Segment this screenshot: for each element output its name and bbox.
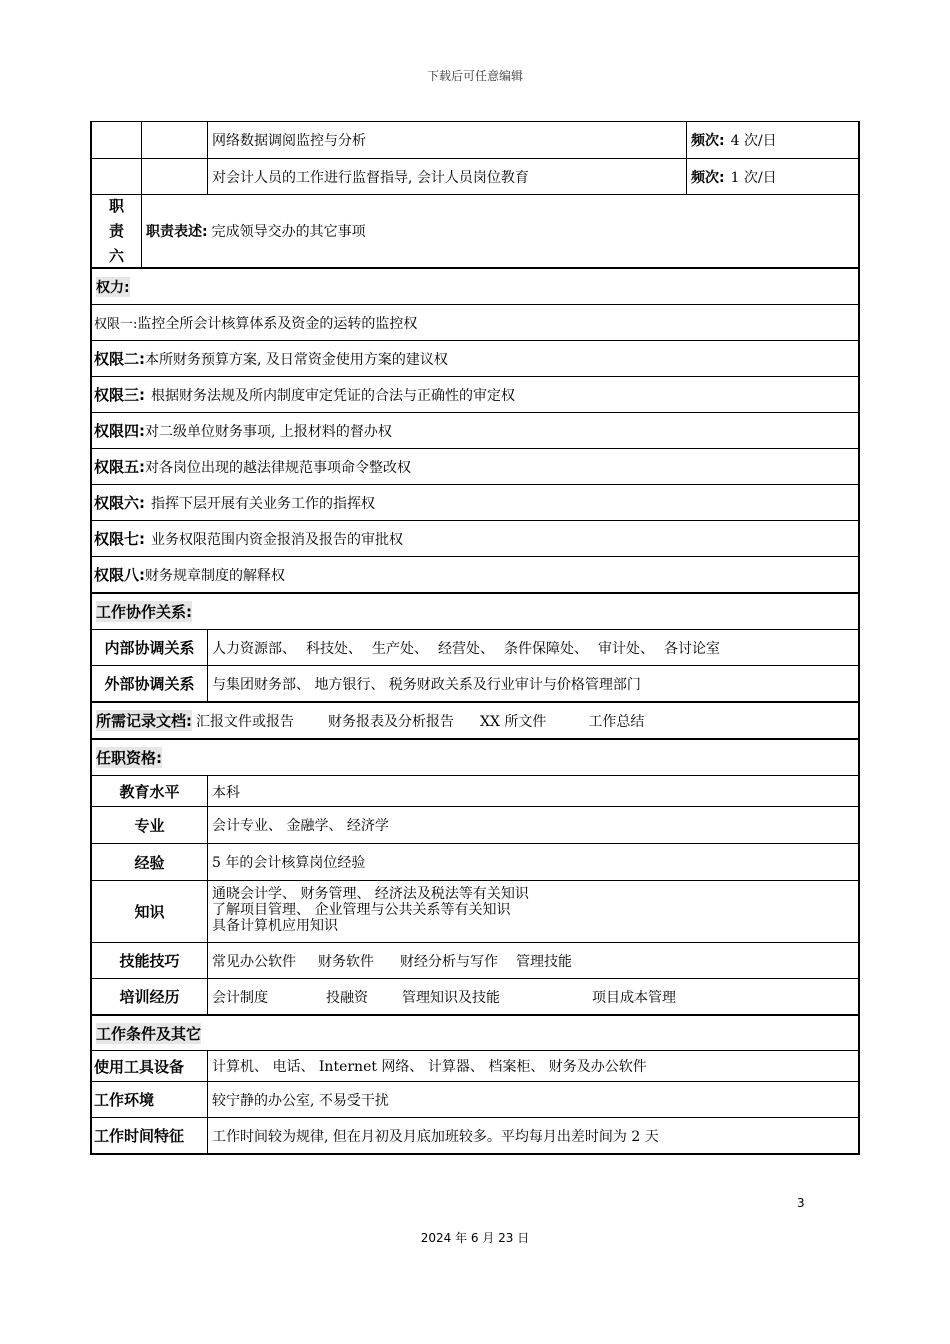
qualifications-title: 任职资格:: [96, 749, 162, 767]
desc-text: 完成领导交办的其它事项: [211, 224, 366, 240]
duty-six-label: 职 责 六: [108, 196, 124, 265]
duty-frequency: [686, 159, 858, 194]
authority-text: 监控全所会计核算体系及资金的运转的监控权: [137, 315, 418, 332]
authority-label: 权限二:: [94, 350, 145, 368]
duty-six-row: [90, 195, 860, 269]
major-row: [90, 807, 860, 844]
authority-text: 本所财务预算方案, 及日常资金使用方案的建议权: [145, 351, 448, 368]
internal-items: 人力资源部、 科技处、 生产处、 经营处、 条件保障处、 审计处、 各讨论室: [207, 630, 858, 665]
authority-row: [90, 341, 860, 377]
tools-row: [90, 1051, 860, 1082]
knowledge-label: 知识: [134, 903, 165, 921]
authority-row: [90, 521, 860, 557]
desc-label: 职责表述:: [146, 224, 208, 240]
duty-frequency: [686, 122, 858, 158]
major-label: 专业: [134, 816, 165, 835]
major-value: 会计专业、 金融学、 经济学: [207, 807, 858, 843]
freq-label: 频次:: [691, 169, 725, 186]
tools-value: 计算机、 电话、 Internet 网络、 计算器、 档案柜、 财务及办公软件: [207, 1051, 858, 1081]
authority-row: [90, 557, 860, 594]
work-time-row: [90, 1118, 860, 1155]
authority-label: 权限八:: [94, 566, 145, 584]
authority-text: 指挥下层开展有关业务工作的指挥权: [151, 495, 375, 512]
authority-text: 财务规章制度的解释权: [145, 567, 285, 584]
education-label: 教育水平: [119, 782, 180, 801]
authority-label: 权限七:: [94, 530, 145, 548]
conditions-title: 工作条件及其它: [96, 1024, 202, 1043]
authority-title: 权力:: [92, 269, 858, 304]
training-label: 培训经历: [119, 988, 180, 1006]
duty-content: 网络数据调阅监控与分析: [207, 122, 686, 158]
authority-label: 权限三:: [94, 386, 145, 404]
duty-row-1: [90, 121, 860, 159]
records-row: [90, 703, 860, 740]
duty-row-2: [90, 159, 860, 195]
skills-label: 技能技巧: [119, 952, 180, 970]
education-value: 本科: [207, 776, 858, 806]
internal-coordination-row: [90, 630, 860, 666]
environment-row: [90, 1082, 860, 1118]
environment-label: 工作环境: [94, 1091, 155, 1109]
authority-row: [90, 485, 860, 521]
records-label: 所需记录文档:: [96, 712, 192, 730]
page-number: 3: [797, 1196, 805, 1210]
records-cell: 所需记录文档: 汇报文件或报告 财务报表及分析报告 XX 所文件 工作总结: [96, 712, 645, 730]
training-items: 会计制度 投融资 管理知识及技能 项目成本管理: [207, 979, 858, 1014]
authority-text: 对二级单位财务事项, 上报材料的督办权: [145, 423, 392, 440]
education-row: [90, 776, 860, 807]
duty-six-description: [141, 195, 858, 267]
external-label: 外部协调关系: [104, 675, 195, 693]
training-row: [90, 979, 860, 1016]
job-description-table: [90, 121, 860, 1155]
authority-label: 权限五:: [94, 458, 145, 476]
authority-text: 对各岗位出现的越法律规范事项命令整改权: [145, 459, 411, 476]
experience-label: 经验: [134, 853, 165, 872]
authority-title-row: [90, 269, 860, 305]
work-time-label: 工作时间特征: [94, 1127, 185, 1145]
footer-date: 2024 年 6 月 23 日: [420, 1231, 530, 1245]
external-text: 与集团财务部、 地方银行、 税务财政关系及行业审计与价格管理部门: [207, 666, 858, 701]
external-coordination-row: [90, 666, 860, 703]
empty-cell: [141, 159, 207, 194]
work-time-value: 工作时间较为规律, 但在月初及月底加班较多。平均每月出差时间为 2 天: [207, 1118, 858, 1153]
freq-value: 4 次/日: [730, 133, 777, 149]
experience-row: [90, 844, 860, 881]
authority-row: [90, 377, 860, 413]
empty-cell: [141, 122, 207, 158]
tools-label: 使用工具设备: [94, 1057, 185, 1076]
freq-value: 1 次/日: [730, 169, 777, 186]
qualifications-title-row: [90, 740, 860, 776]
cooperation-title: 工作协作关系:: [96, 603, 192, 621]
conditions-title-row: [90, 1016, 860, 1051]
knowledge-lines: 通晓会计学、 财务管理、 经济法及税法等有关知识 了解项目管理、 企业管理与公共关系等有关知识 具备计算机应用知识: [207, 881, 858, 942]
authority-row: [90, 413, 860, 449]
authority-row: [90, 449, 860, 485]
skills-row: [90, 943, 860, 979]
authority-label: 权限四:: [94, 422, 145, 440]
authority-text: 根据财务法规及所内制度审定凭证的合法与正确性的审定权: [151, 387, 515, 404]
internal-label: 内部协调关系: [104, 639, 195, 657]
experience-value: 5 年的会计核算岗位经验: [207, 844, 858, 880]
authority-row: [90, 305, 860, 341]
skills-items: 常见办公软件 财务软件 财经分析与写作 管理技能: [207, 943, 858, 978]
authority-label: 权限一:: [94, 317, 138, 332]
duty-content: 对会计人员的工作进行监督指导, 会计人员岗位教育: [207, 159, 686, 194]
header-note: 下载后可任意编辑: [426, 69, 523, 83]
freq-label: 频次:: [691, 133, 725, 149]
cooperation-title-row: [90, 594, 860, 630]
knowledge-row: [90, 881, 860, 943]
environment-value: 较宁静的办公室, 不易受干扰: [207, 1082, 858, 1117]
authority-text: 业务权限范围内资金报消及报告的审批权: [151, 531, 403, 548]
authority-label: 权限六:: [94, 494, 145, 512]
